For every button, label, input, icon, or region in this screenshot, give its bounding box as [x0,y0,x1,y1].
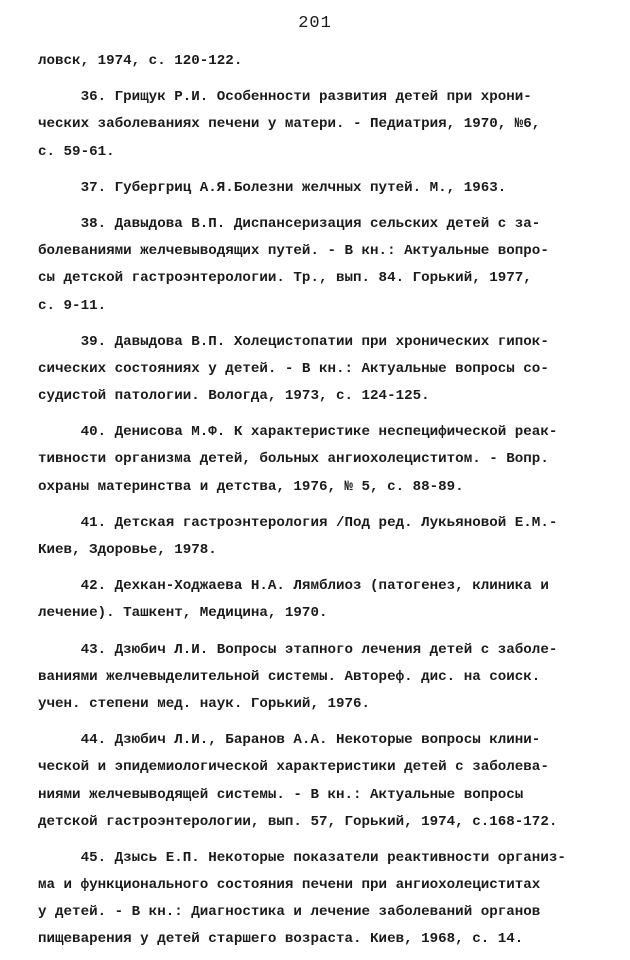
text-line: судистой патологии. Вологда, 1973, с. 124-125. [38,388,430,405]
text-line: детской гастроэнтерологии, вып. 57, Горький, 1974, с.168-172. [38,813,558,830]
text-line: у детей. - В кн.: Диагностика и лечение заболеваний органов [38,904,541,921]
text-line: лечение). Ташкент, Медицина, 1970. [38,605,328,622]
text-line: 44. Дзюбич Л.И., Баранов А.А. Некоторые вопросы клини- [38,732,541,749]
text-line: ческих заболеваниях печени у матери. - Педиатрия, 1970, №6, [38,116,541,133]
text-line: Киев, Здоровье, 1978. [38,542,217,558]
text-line: сы детской гастроэнтерологии. Тр., вып. 84. Горький, 1977, [38,270,532,287]
bibliography-entry [38,84,598,166]
text-line: пищеварения у детей старшего возраста. Киев, 1968, с. 14. [38,931,524,948]
text-line: 39. Давыдова В.П. Холецистопатии при хронических гипок- [38,333,549,350]
continuation-text [38,48,598,75]
bibliography-list [38,48,598,954]
bibliography-entry [38,845,598,954]
bibliography-entries [38,84,598,953]
text-line: 42. Дехкан-Ходжаева Н.А. Лямблиоз (патогенез, клиника и [38,578,549,595]
text-line: сических состояниях у детей. - В кн.: Актуальные вопросы со- [38,360,549,377]
bibliography-entry [38,329,598,411]
text-line: 37. Губергриц А.Я.Болезни желчных путей. М., 1963. [38,179,507,196]
text-line: ловск, 1974, с. 120-122. [38,53,243,69]
bibliography-entry [38,637,598,719]
text-line: охраны материнства и детства, 1976, № 5, с. 88-89. [38,478,464,495]
text-line: 41. Детская гастроэнтерология /Под ред. Лукьяновой Е.М.- [38,514,558,531]
text-line: учен. степени мед. наук. Горький, 1976. [38,695,371,712]
text-line: 36. Грищук Р.И. Особенности развития детей при хрони- [38,89,532,106]
text-line: с. 9-11. [38,297,107,314]
text-line: 38. Давыдова В.П. Диспансеризация сельских детей с за- [38,215,541,232]
bibliography-entry [38,419,598,501]
text-line: ниями желчевыводящей системы. - В кн.: Актуальные вопросы [38,786,524,803]
text-line: 45. Дзысь Е.П. Некоторые показатели реактивности организ- [38,849,566,866]
bibliography-entry [38,727,598,836]
bibliography-entry [38,510,598,564]
text-line: 40. Денисова М.Ф. К характеристике неспецифической реак- [38,424,558,441]
text-line: 43. Дзюбич Л.И. Вопросы этапного лечения детей с заболе- [38,641,558,658]
text-line: болеваниями желчевыводящих путей. - В кн.: Актуальные вопро- [38,243,549,260]
text-line: с. 59-61. [38,143,115,160]
bibliography-entry [38,211,598,320]
bibliography-entry [38,573,598,627]
text-line: ваниями желчевыделительной системы. Автореф. дис. на соиск. [38,668,541,685]
text-line: тивности организма детей, больных ангиохолециститом. - Вопр. [38,451,549,468]
text-line: ческой и эпидемиологической характеристики детей с заболева- [38,759,549,776]
page-number: 201 [298,14,332,33]
bibliography-entry [38,175,598,202]
text-line: ма и функционального состояния печени при ангиохолециститах [38,877,541,894]
